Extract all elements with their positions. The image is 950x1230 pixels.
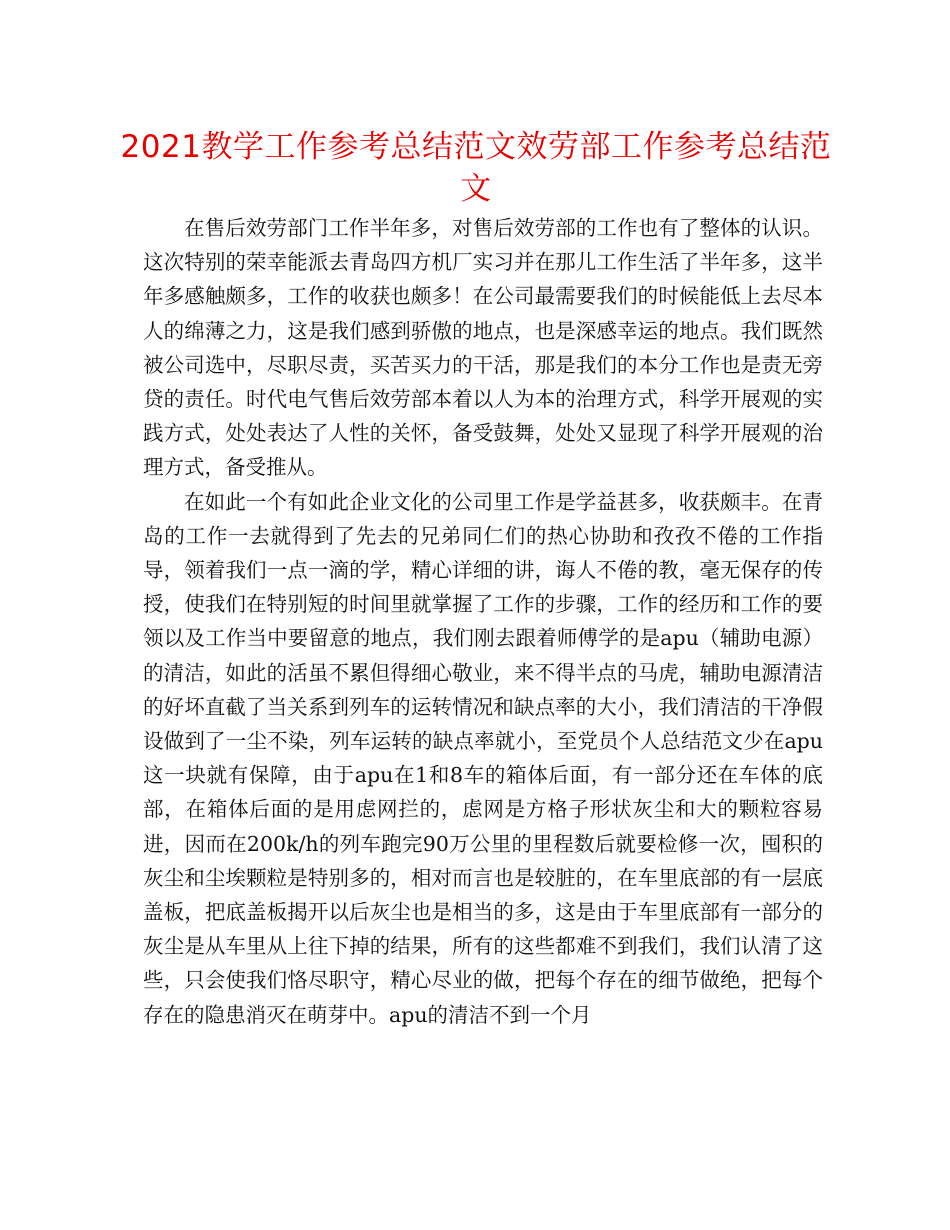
paragraph-1: 在售后效劳部门工作半年多，对售后效劳部的工作也有了整体的认识。这次特别的荣幸能派去青岛四方机厂实习并在那儿工作生活了半年多，这半年多感触颇多，工作的收获也颇多！在公司最需要我们的时候能低上去尽本人的绵薄之力，这是我们感到骄傲的地点，也是深感幸运的地点。我们既然被公司选中，尽职尽责，买苦买力的干活，那是我们的本分工作也是责无旁贷的责任。时代电气售后效劳部本着以人为本的治理方式，科学开展观的实践方式，处处表达了人性的关怀，备受鼓舞，处处又显现了科学开展观的治理方式，备受推从。	[143, 216, 823, 480]
document-title: 2021教学工作参考总结范文效劳部工作参考总结范文	[120, 129, 832, 207]
document-body	[143, 211, 823, 1032]
paragraph-2: 在如此一个有如此企业文化的公司里工作是学益甚多，收获颇丰。在青岛的工作一去就得到了先去的兄弟同仁们的热心协助和孜孜不倦的工作指导，领着我们一点一滴的学，精心详细的讲，诲人不倦的教，毫无保存的传授，使我们在特别短的时间里就掌握了工作的步骤，工作的经历和工作的要领以及工作当中要留意的地点，我们刚去跟着师傅学的是apu（辅助电源）的清洁，如此的活虽不累但得细心敬业，来不得半点的马虎，辅助电源清洁的好坏直截了当关系到列车的运转情况和缺点率的大小，我们清洁的干净假设做到了一尘不染，列车运转的缺点率就小，至党员个人总结范文少在apu这一块就有保障，由于apu在1和8车的箱体后面，有一部分还在车体的底部，在箱体后面的是用虑网拦的，虑网是方格子形状灰尘和大的颗粒容易进，因而在200k/h的列车跑完90万公里的里程数后就要检修一次，囤积的灰尘和尘埃颗粒是特别多的，相对而言也是较脏的，在车里底部的有一层底盖板，把底盖板揭开以后灰尘也是相当的多，这是由于车里底部有一部分的灰尘是从车里从上往下掉的结果，所有的这些都难不到我们，我们认清了这些，只会使我们恪尽职守，精心尽业的做，把每个存在的细节做绝，把每个存在的隐患消灭在萌芽中。apu的清洁不到一个月	[143, 489, 823, 1027]
